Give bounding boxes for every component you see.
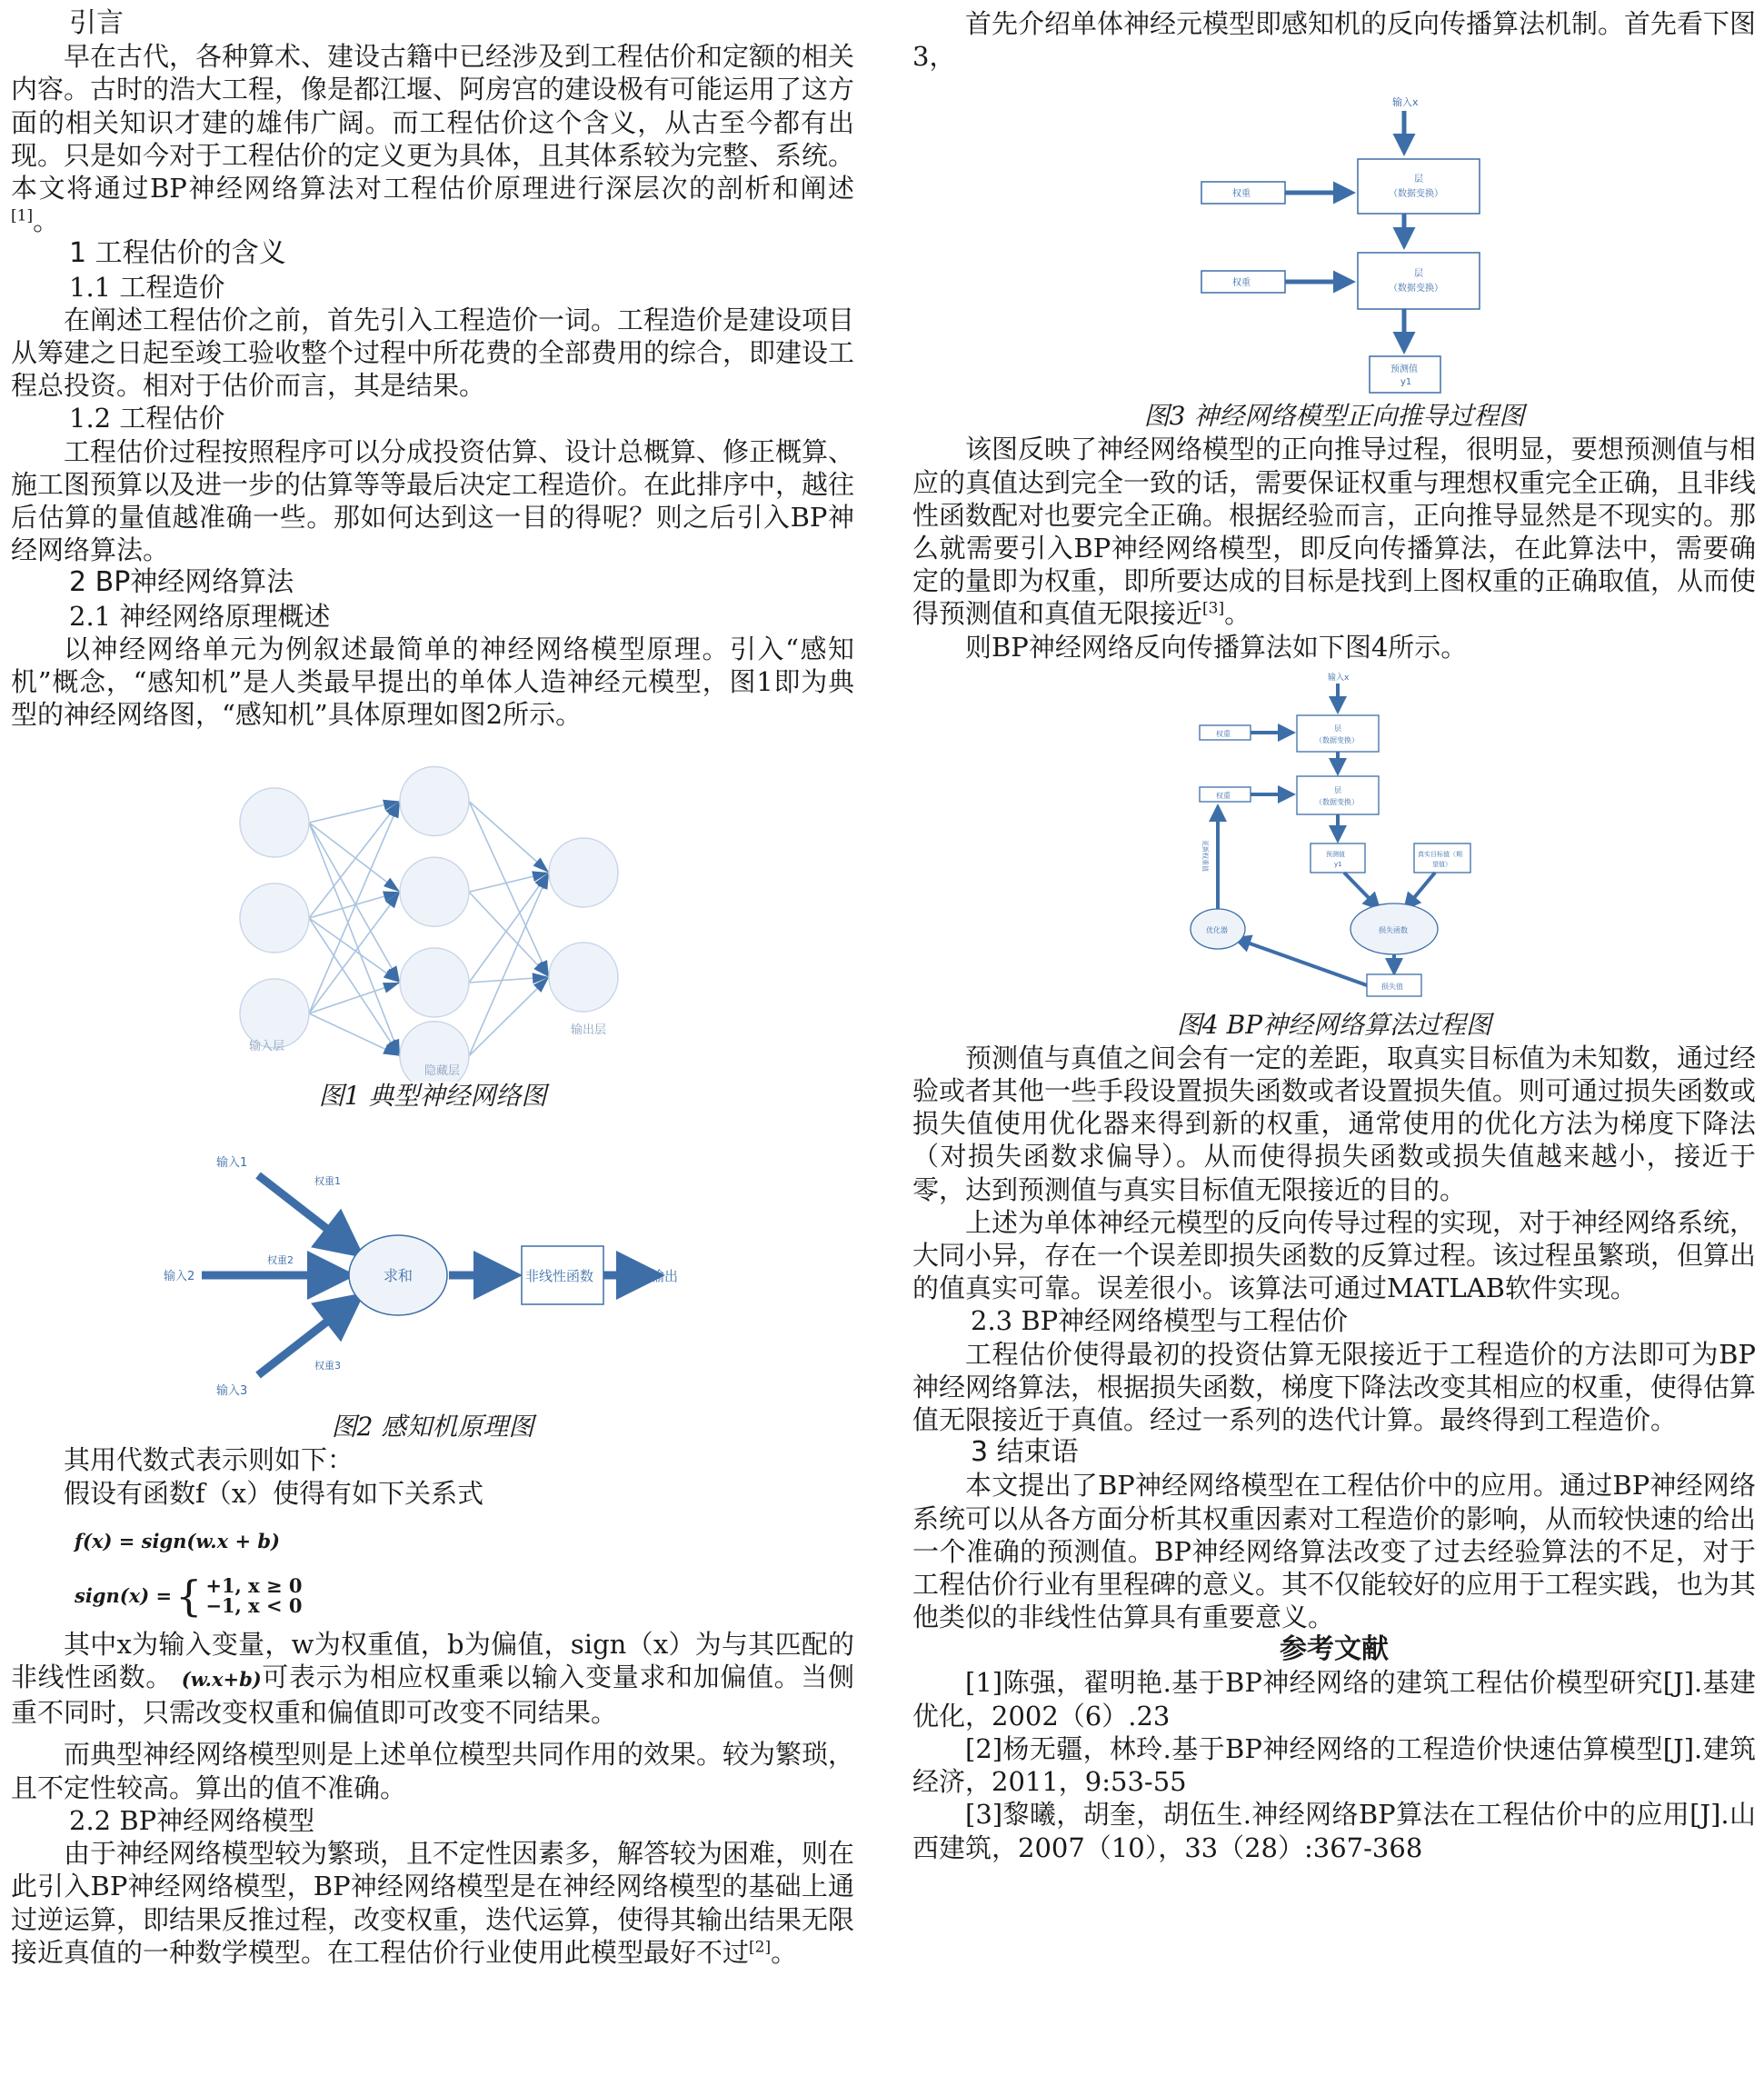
formula-2-case1: +1, x ≥ 0	[205, 1573, 303, 1597]
fig1-node	[240, 788, 309, 857]
fig2-input1: 输入1	[216, 1156, 248, 1171]
formula-2-case2: −1, x < 0	[205, 1593, 303, 1617]
figure-3-caption: 图3 神经网络模型正向推导过程图	[1143, 401, 1525, 432]
fig1-connection	[469, 977, 549, 1056]
section-2-2-heading: 2.2 BP神经网络模型	[69, 1804, 315, 1836]
fig4-loss-value: 损失值	[1381, 982, 1403, 991]
section-2-3-paragraph: 工程估价使得最初的投资估算无限接近于工程造价的方法即可为BP神经网络算法，根据损失函数，梯度下降法改变其相应的权重，使得估算值无限接近于真值。经过一系列的迭代计算。最终得到工程造价。	[912, 1338, 1757, 1436]
fig4-input-label: 输入x	[1328, 673, 1350, 683]
fig1-node	[400, 948, 469, 1017]
summary-paragraph: 上述为单体神经元模型的反向传导过程的实现，对于神经网络系统，大同小异，存在一个误差即损失函数的反算过程。该过程虽繁琐，但算出的值真实可靠。误差很小。该算法可通过MATLAB软件实现。	[912, 1206, 1757, 1304]
fig4-update-weight: 更新权重值	[1201, 839, 1209, 872]
section-2-3-heading: 2.3 BP神经网络模型与工程估价	[971, 1305, 1349, 1337]
fig2-nonlinear-label: 非线性函数	[525, 1268, 594, 1285]
fig3-layer2-box	[1358, 253, 1480, 309]
fig1-node	[400, 767, 469, 836]
fig3-pred-box	[1370, 356, 1440, 393]
figure-2-perceptron	[11, 1125, 854, 1398]
section-1-1-heading: 1.1 工程造价	[69, 271, 225, 303]
fig3-weight1: 权重	[1232, 189, 1251, 200]
fig1-node	[400, 858, 469, 927]
formula-2	[75, 1571, 303, 1621]
right-column	[912, 7, 1756, 1864]
fig3-input-label: 输入x	[1392, 96, 1419, 109]
fig4-arrow-pred-loss	[1344, 873, 1376, 905]
citation-3: [3]	[1202, 599, 1225, 618]
formula-1: f(x) = sign(w.x + b)	[75, 1529, 280, 1552]
section-1-2-heading: 1.2 工程估价	[69, 403, 225, 434]
fig4-true-b: 望值）	[1432, 860, 1451, 868]
section-2-1-heading: 2.1 神经网络原理概述	[69, 600, 331, 632]
fig3-layer1-box	[1358, 159, 1480, 214]
fig2-weight1: 权重1	[314, 1175, 341, 1188]
fig4-layer1-b: （数据变换）	[1315, 735, 1359, 744]
fig4-loss-function: 损失函数	[1379, 925, 1408, 934]
section-3-paragraph: 本文提出了BP神经网络模型在工程估价中的应用。通过BP神经网络系统可以从各方面分析其权重因素对工程造价的影响，从而较快速的给出一个准确的预测值。BP神经网络算法改变了过去经验算法的不足，对于工程估价行业有里程碑的意义。其不仅能较好的应用于工程实践，也为其他类似的非线性估算具有重要意义。	[912, 1470, 1757, 1633]
fig4-layer1-a: 层	[1334, 724, 1341, 733]
section-1-2-paragraph: 工程估价过程按照程序可以分成投资估算、设计总概算、修正概算、施工图预算以及进一步的估算等等最后决定工程造价。在此排序中，越往后估算的量值越准确一些。那如何达到这一目的得呢？则之后引入BP神经网络算法。	[11, 435, 855, 566]
right-intro-paragraph: 首先介绍单体神经元模型即感知机的反向传播算法机制。首先看下图3，	[912, 8, 1757, 73]
algebra-function: 假设有函数f（x）使得有如下关系式	[64, 1477, 484, 1509]
fig4-layer1-box	[1297, 715, 1379, 752]
fig2-output-label: 输出	[651, 1268, 679, 1285]
formula-2-brace: {	[175, 1571, 203, 1621]
fig4-pred-a: 预测值	[1326, 850, 1345, 858]
formula-2-cases	[205, 1573, 303, 1617]
fig4-weight1: 权重	[1216, 729, 1231, 738]
fig1-connections	[309, 800, 549, 1056]
fig4-layer2-b: （数据变换）	[1315, 797, 1359, 806]
fig1-node	[549, 838, 618, 907]
section-2-1-paragraph: 以神经网络单元为例叙述最简单的神经网络模型原理。引入“感知机”概念，“感知机”是人类最早提出的单体人造神经元模型，图1即为典型的神经网络图，“感知机”具体原理如图2所示。	[11, 633, 854, 731]
fig4-layer2-box	[1297, 776, 1379, 814]
figure-2-caption: 图2 感知机原理图	[331, 1412, 534, 1442]
formula-2-lhs: sign(x) =	[75, 1584, 173, 1608]
fig1-node	[240, 979, 309, 1048]
inline-formula: (w.x+b)	[181, 1668, 262, 1692]
left-column	[11, 7, 854, 1969]
fig1-nodes	[240, 767, 618, 1083]
fig1-node	[549, 943, 618, 1012]
fig4-pred-b: y1	[1334, 860, 1342, 868]
fig2-input2: 输入2	[164, 1270, 195, 1284]
fig3-layer2-b: （数据变换）	[1389, 284, 1443, 294]
fig4-weight2: 权重	[1216, 791, 1231, 800]
section-1-heading: 1 工程估价的含义	[69, 237, 286, 270]
figure-1-neural-network	[11, 736, 854, 1082]
fig1-input-label: 输入层	[249, 1040, 285, 1054]
fig3-layer1-a: 层	[1414, 175, 1423, 185]
fig4-arrow-true-loss	[1408, 873, 1435, 905]
reference-item: [2]杨无疆，林玲.基于BP神经网络的工程造价快速估算模型[J].建筑经济，2011，9:53-55	[912, 1732, 1756, 1798]
fig2-input3: 输入3	[216, 1384, 248, 1399]
section-3-heading: 3 结束语	[971, 1436, 1079, 1469]
references-heading: 参考文献	[1280, 1633, 1389, 1666]
fig1-arrowhead	[384, 878, 400, 893]
fig4-arrow-loss-opt	[1240, 940, 1367, 985]
fig4-layer2-a: 层	[1334, 785, 1341, 794]
fig4-true-a: 真实目标值（期	[1418, 850, 1462, 858]
intro-heading: 引言	[69, 7, 124, 39]
figure-1-caption: 图1 典型神经网络图	[318, 1081, 547, 1112]
fig1-node	[240, 883, 309, 953]
fig3-layer1-b: （数据变换）	[1389, 189, 1443, 200]
fig1-arrowhead	[383, 983, 400, 993]
fig1-connection	[309, 823, 400, 983]
figure-4-bp-process	[912, 667, 1756, 1009]
intro-paragraph: 早在古代，各种算术、建设古籍中已经涉及到工程估价和定额的相关内容。古时的浩大工程，像是都江堰、阿房宫的建设极有可能运用了这方面的相关知识才建的雄伟广阔。而工程估价这个含义，从古至今都有出现。只是如今对于工程估价的定义更为具体，且其体系较为完整、系统。本文将通过BP神经网络算法对工程估价原理进行深层次的剖析和阐述[1]。	[11, 41, 855, 237]
reference-item: [3]黎曦，胡奎，胡伍生.神经网络BP算法在工程估价中的应用[J].山西建筑，2007（10），33（28）:367-368	[912, 1799, 1756, 1863]
fig2-weight2: 权重2	[267, 1254, 294, 1267]
reference-item: [1]陈强，翟明艳.基于BP神经网络的建筑工程估价模型研究[J].基建优化，2002（6）.23	[912, 1667, 1756, 1732]
section-1-1-paragraph: 在阐述工程估价之前，首先引入工程造价一词。工程造价是建设项目从筹建之日起至竣工验收整个过程中所花费的全部费用的综合，即建设工程总投资。相对于估价而言，其是结果。	[11, 304, 855, 402]
fig4-true-box	[1414, 843, 1470, 873]
fig2-weight3: 权重3	[314, 1360, 341, 1372]
fig1-output-label: 输出层	[571, 1023, 607, 1038]
fig4-pred-box	[1311, 843, 1365, 873]
fig3-weight2: 权重	[1232, 278, 1251, 289]
fig1-connection	[309, 918, 400, 983]
fig4-optimizer: 优化器	[1206, 925, 1228, 934]
typical-paragraph: 而典型神经网络模型则是上述单位模型共同作用的效果。较为繁琐，且不定性较高。算出的值不准确。	[11, 1739, 855, 1803]
fig3-pred-a: 预测值	[1390, 364, 1418, 375]
algebra-intro: 其用代数式表示则如下：	[64, 1444, 354, 1476]
formula-block	[11, 1510, 854, 1628]
figure-4-caption: 图4 BP神经网络算法过程图	[1176, 1009, 1492, 1040]
fig2-sum-label: 求和	[384, 1267, 414, 1285]
citation-1: [1]	[11, 206, 34, 225]
fig3-pred-b: y1	[1400, 377, 1412, 388]
fig4-paragraph: 预测值与真值之间会有一定的差距，取真实目标值为未知数，通过经验或者其他一些手段设置损失函数或者设置损失值。则可通过损失函数或损失值使用优化器来得到新的权重，通常使用的优化方法为梯度下降法（对损失函数求偏导）。从而使得损失函数或损失值越来越小，接近于零，达到预测值与真实目标值无限接近的目的。	[912, 1042, 1757, 1205]
section-2-heading: 2 BP神经网络算法	[69, 566, 294, 599]
section-2-2-paragraph: 由于神经网络模型较为繁琐，且不定性因素多，解答较为困难，则在此引入BP神经网络模型，BP神经网络模型是在神经网络模型的基础上通过逆运算，即结果反推过程，改变权重，迭代运算，使得其输出结果无限接近真值的一种数学模型。在工程估价行业使用此模型最好不过[2]。	[11, 1838, 855, 1968]
explain-paragraph: 其中x为输入变量，w为权重值，b为偏值，sign（x）为与其匹配的非线性函数。 (w.x+b)可表示为相应权重乘以输入变量求和加偏值。当侧重不同时，只需改变权重和偏值即可改变不同结果。	[11, 1628, 854, 1729]
citation-2: [2]	[749, 1938, 772, 1957]
figure-3-forward-process	[912, 91, 1756, 400]
fig4-intro: 则BP神经网络反向传播算法如下图4所示。	[965, 631, 1468, 663]
fig1-hidden-label: 隐藏层	[424, 1064, 461, 1079]
fig1-connection	[309, 893, 400, 1014]
fig3-paragraph: 该图反映了神经网络模型的正向推导过程，很明显，要想预测值与相应的真值达到完全一致的话，需要保证权重与理想权重完全正确，且非线性函数配对也要完全正确。根据经验而言，正向推导显然是不现实的。那么就需要引入BP神经网络模型，即反向传播算法，在此算法中，需要确定的量即为权重，即所要达成的目标是找到上图权重的正确取值，从而使得预测值和真值无限接近[3]。	[912, 434, 1757, 630]
fig3-layer2-a: 层	[1414, 269, 1423, 280]
